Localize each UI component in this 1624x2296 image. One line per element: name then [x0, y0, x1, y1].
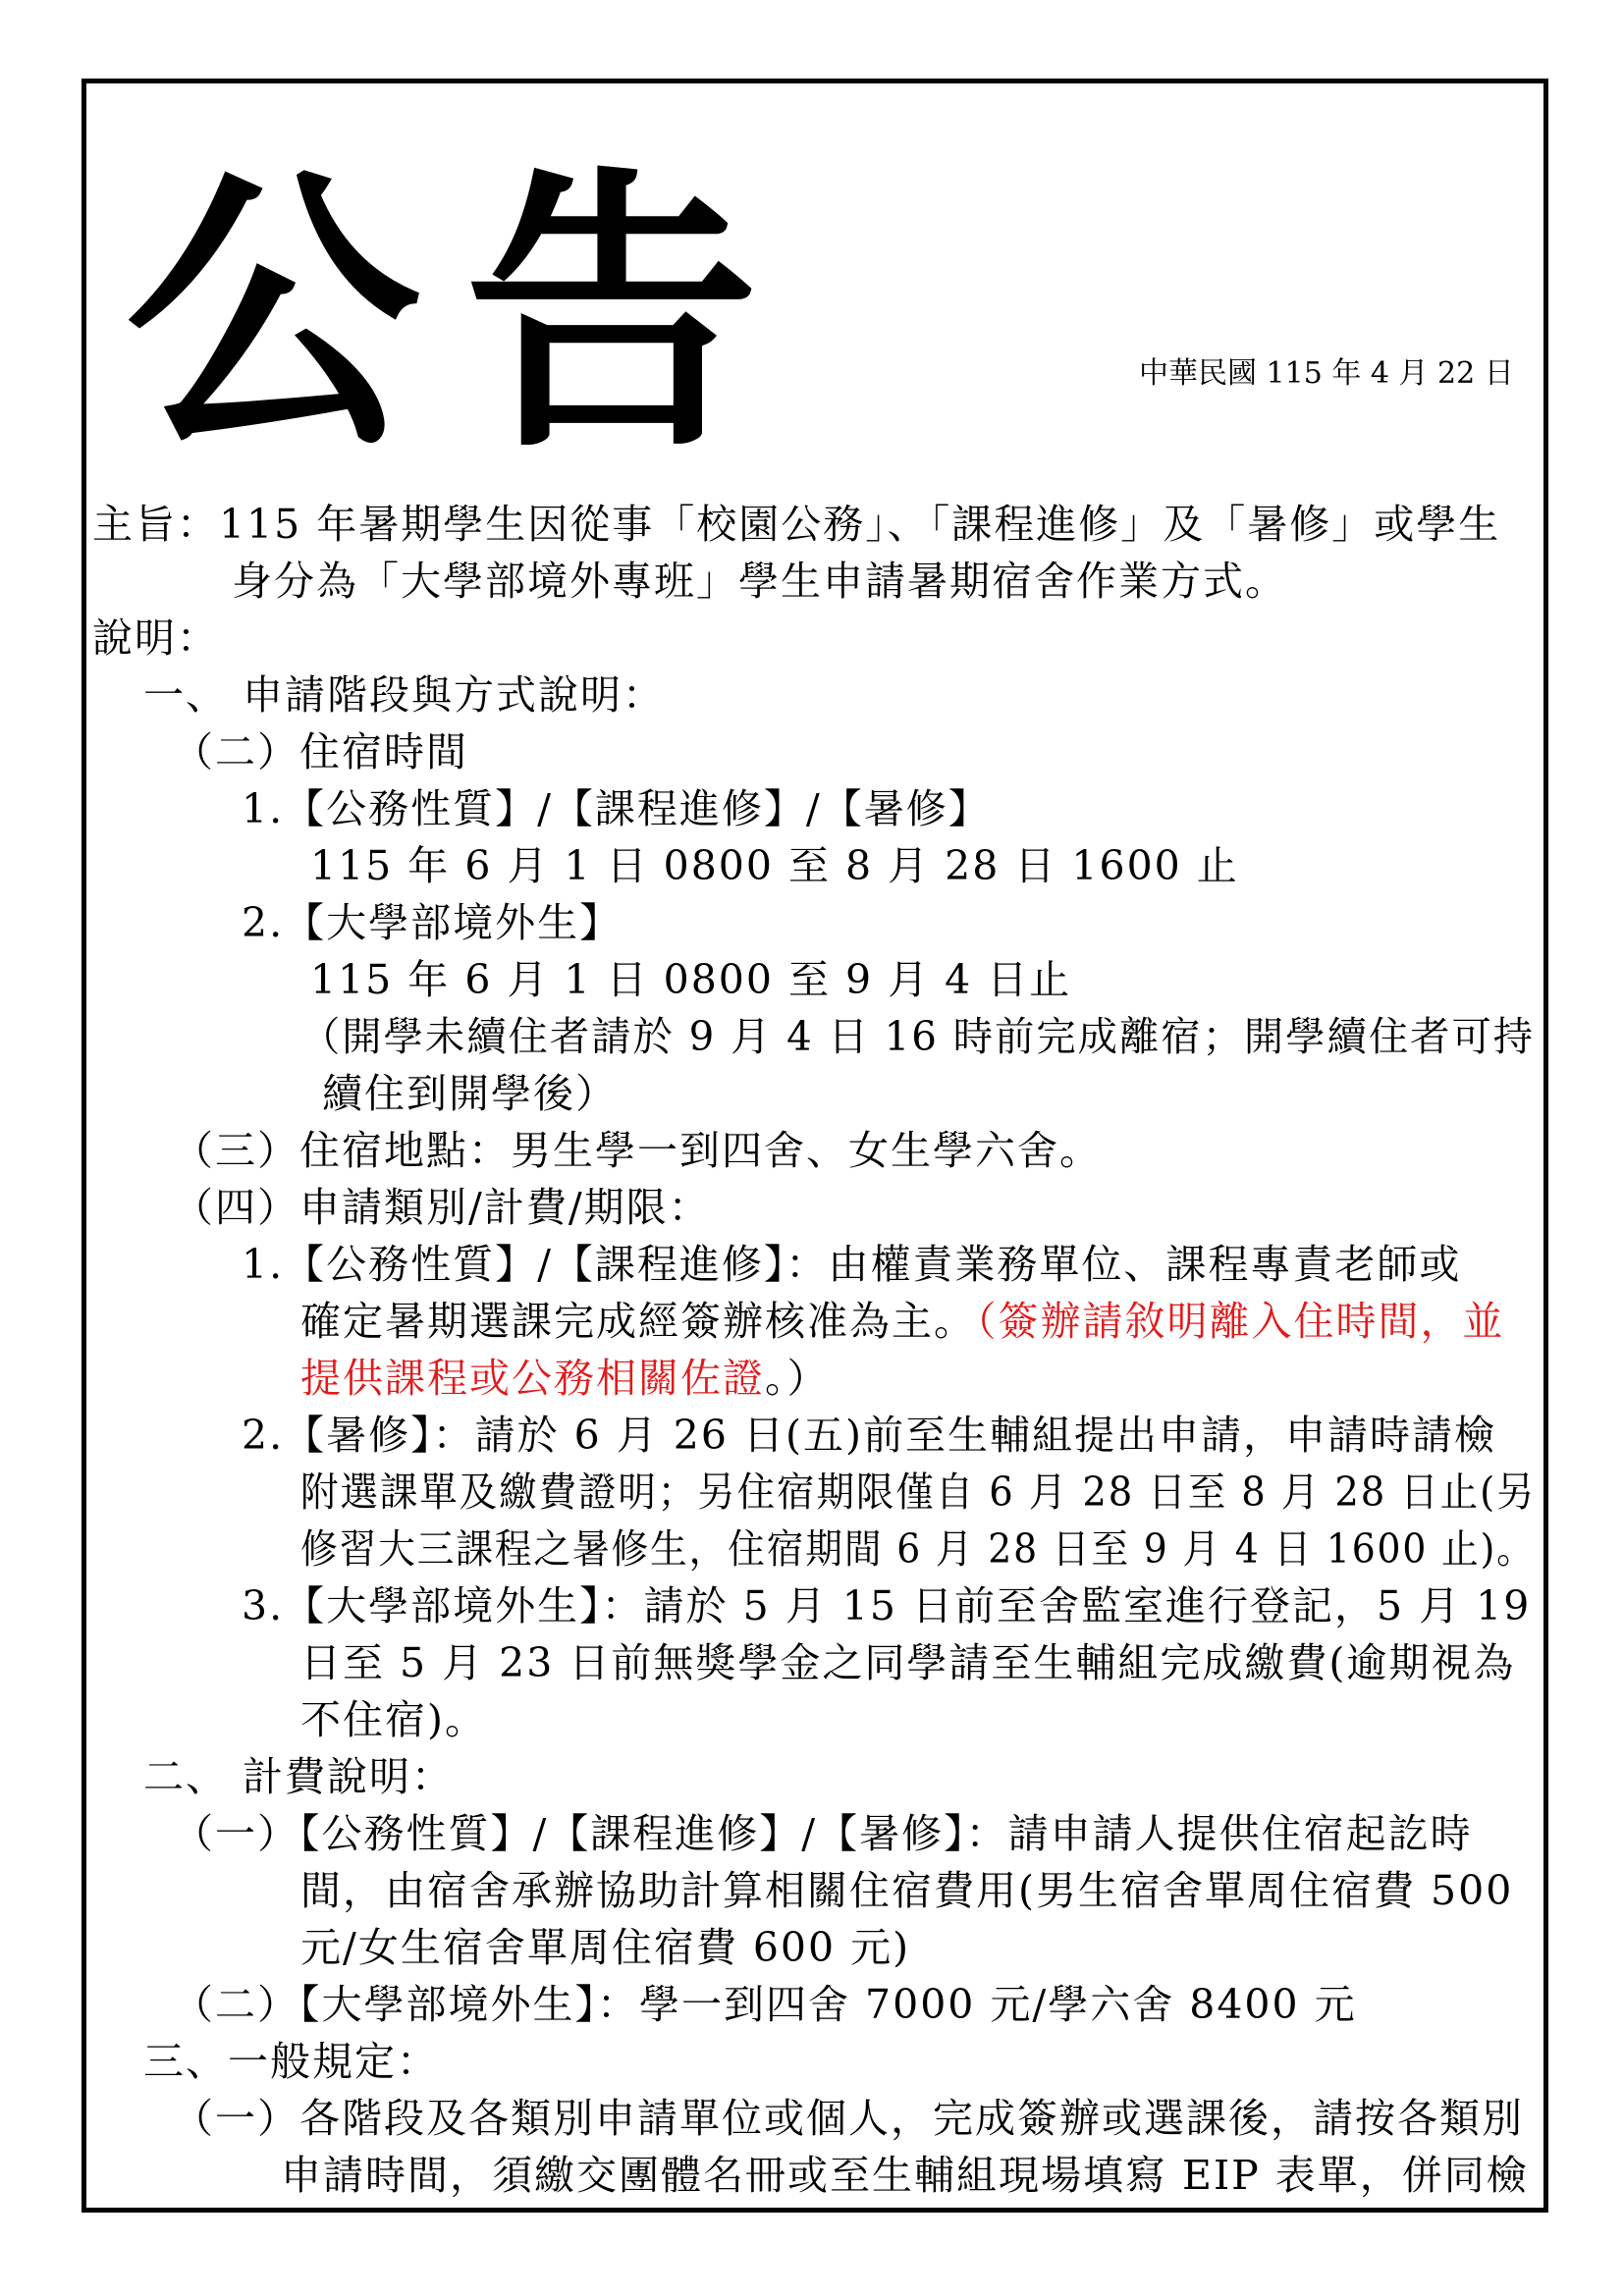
subject-line-2: 身分為「大學部境外專班」學生申請暑期宿舍作業方式。 — [232, 558, 1287, 605]
item-1-2-2-note-1: （開學未續住者請於 9 月 4 日 16 時前完成離宿；開學續住者可持 — [300, 1013, 1536, 1060]
title-char-2: 告 — [464, 140, 759, 487]
section-2-1-line-1: （一）【公務性質】/【課程進修】/【暑修】：請申請人提供住宿起訖時 — [173, 1810, 1473, 1857]
item-1-4-2-line-1: 2.【暑修】：請於 6 月 26 日(五)前至生輔組提出申請，申請時請檢 — [242, 1412, 1496, 1459]
item-1-4-3-line-2: 日至 5 月 23 日前無獎學金之同學請至生輔組完成繳費(逾期視為 — [300, 1639, 1516, 1686]
date: 中華民國 115 年 4 月 22 日 — [1139, 356, 1514, 391]
item-1-4-1-red-note: （簽辦請敘明離入住時間，並 — [976, 1298, 1505, 1345]
item-1-4-1-line-2 — [300, 1293, 1505, 1350]
section-2-1-line-2: 間，由宿舍承辦協助計算相關住宿費用(男生宿舍單周住宿費 500 — [300, 1867, 1514, 1914]
item-1-4-2-line-3: 修習大三課程之暑修生，住宿期間 6 月 28 日至 9 月 4 日 1600 止)。 — [300, 1525, 1536, 1573]
item-1-4-3-line-1: 3.【大學部境外生】：請於 5 月 15 日前至舍監室進行登記，5 月 19 — [242, 1582, 1532, 1629]
section-3-1-line-1: （一）各階段及各類別申請單位或個人，完成簽辦或選課後，請按各類別 — [173, 2095, 1524, 2142]
notice-frame — [81, 79, 1548, 2213]
section-1-4-heading: （四）申請類別/計費/期限： — [173, 1184, 711, 1231]
explanation-label: 說明： — [92, 614, 219, 662]
section-2-2: （二）【大學部境外生】：學一到四舍 7000 元/學六舍 8400 元 — [173, 1981, 1357, 2028]
item-1-4-2-line-2: 附選課單及繳費證明；另住宿期限僅自 6 月 28 日至 8 月 28 日止(另 — [300, 1468, 1537, 1516]
item-1-2-2-period: 115 年 6 月 1 日 0800 至 9 月 4 日止 — [310, 956, 1072, 1003]
item-1-2-2-title: 2.【大學部境外生】 — [242, 899, 623, 946]
subject-line-1 — [92, 496, 1500, 553]
section-3-heading: 三、一般規定： — [143, 2038, 439, 2085]
item-1-2-2-note-2: 續住到開學後） — [322, 1070, 618, 1117]
subject-label: 主旨： — [92, 501, 219, 548]
item-1-4-1-close: 。） — [765, 1355, 830, 1402]
item-1-4-1-line-3 — [300, 1350, 830, 1407]
item-1-4-1-text: 確定暑期選課完成經簽辦核准為主。 — [300, 1298, 976, 1345]
section-1-heading: 一、 申請階段與方式說明： — [143, 671, 666, 719]
section-1-3: （三）住宿地點：男生學一到四舍、女生學六舍。 — [173, 1127, 1102, 1174]
item-1-4-1-red-note-2: 提供課程或公務相關佐證 — [300, 1355, 765, 1402]
title-char-1: 公 — [126, 140, 420, 487]
item-1-2-1-title: 1.【公務性質】/【課程進修】/【暑修】 — [242, 785, 991, 832]
item-1-2-1-period: 115 年 6 月 1 日 0800 至 8 月 28 日 1600 止 — [310, 842, 1239, 889]
section-3-1-line-2: 申請時間，須繳交團體名冊或至生輔組現場填寫 EIP 表單，併同檢 — [281, 2152, 1529, 2199]
section-1-2-heading: （二）住宿時間 — [173, 728, 468, 775]
section-2-heading: 二、 計費說明： — [143, 1753, 455, 1800]
subject-text-1: 115 年暑期學生因從事「校園公務」、「課程進修」及「暑修」或學生 — [219, 501, 1501, 548]
section-2-1-line-3: 元/女生宿舍單周住宿費 600 元) — [300, 1924, 911, 1971]
item-1-4-3-line-3: 不住宿)。 — [300, 1696, 487, 1743]
item-1-4-1-line-1: 1.【公務性質】/【課程進修】：由權責業務單位、課程專責老師或 — [242, 1241, 1462, 1288]
